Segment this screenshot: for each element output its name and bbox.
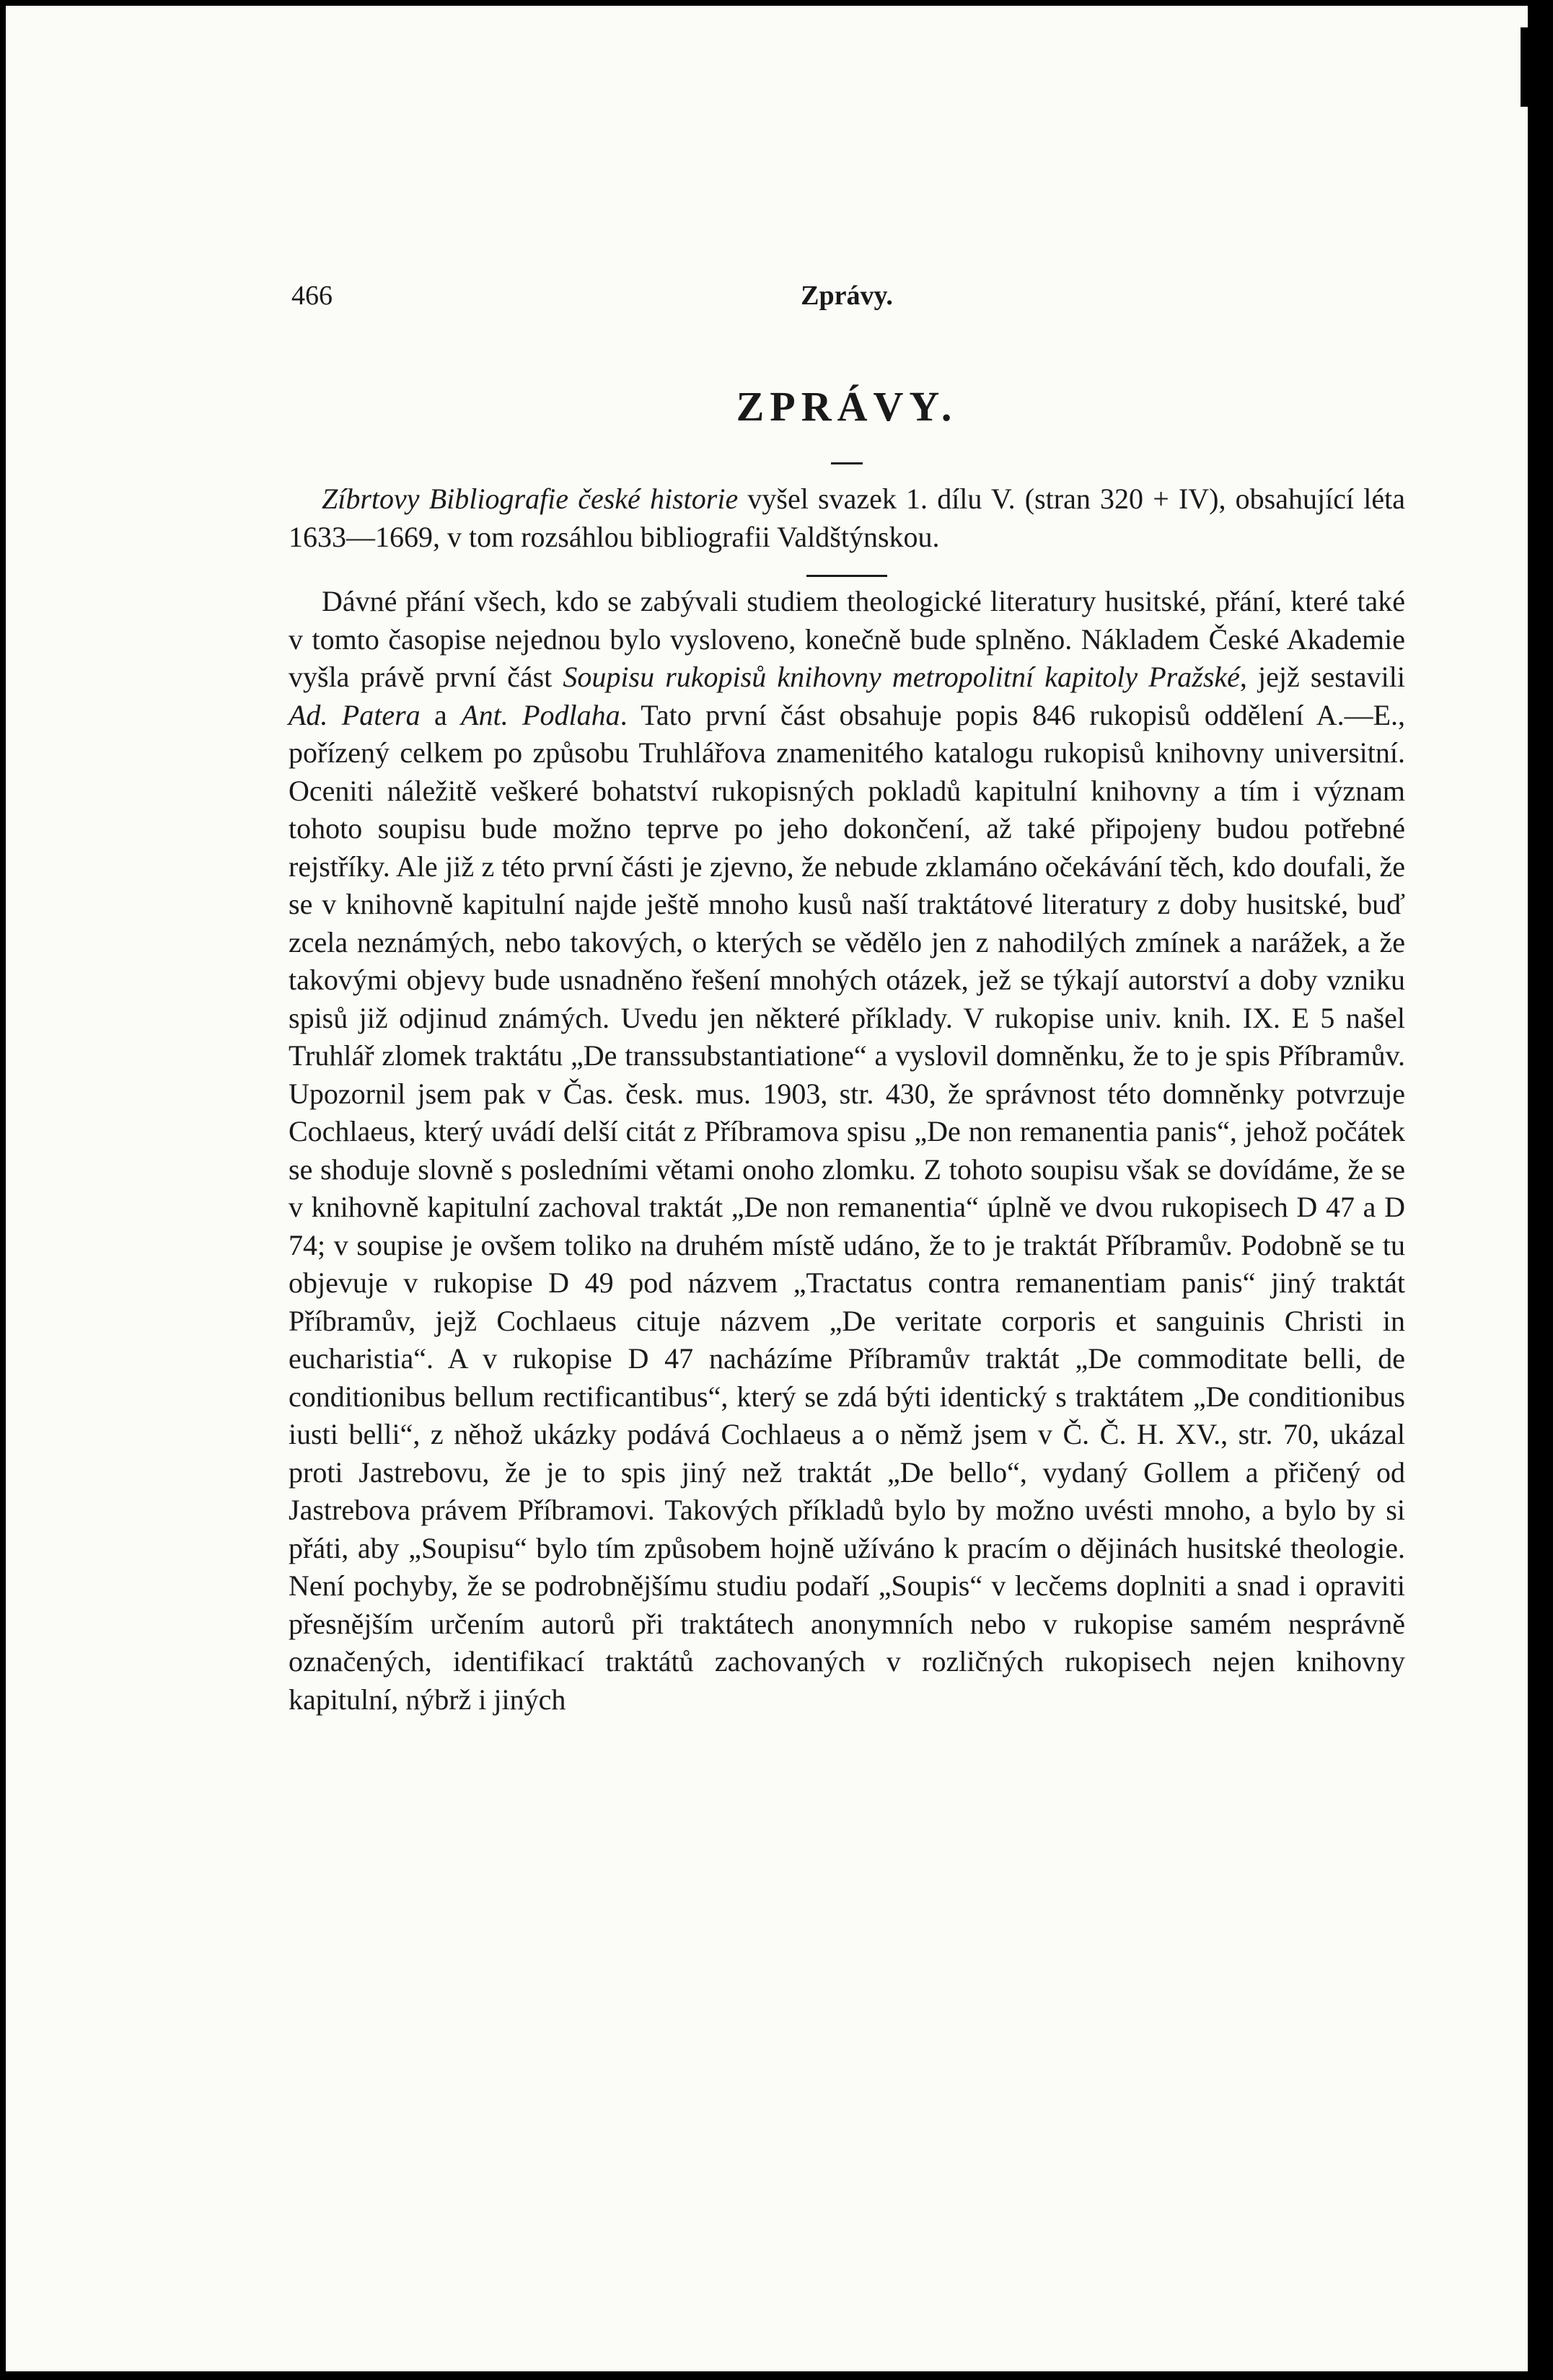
notice-2-author-2: Ant. Podlaha — [461, 698, 620, 731]
notice-2-work-title: Soupisu rukopisů knihovny metropolitní kapitoly Pražské — [563, 661, 1240, 693]
notice-1-work-title: Zíbrtovy Bibliografie české historie — [322, 482, 739, 515]
notice-2-author-1: Ad. Patera — [289, 698, 421, 731]
notice-manuscripts — [289, 583, 1405, 1719]
section-title: ZPRÁVY. — [736, 383, 958, 430]
heading-rule — [831, 462, 863, 464]
separator-rule — [806, 575, 887, 577]
notice-2-body: . Tato první část obsahuje popis 846 rukopisů oddělení A.—E., pořízený celkem po způsobu Truhlářova znamenitého katalogu rukopisů knihovny universitní. Oceniti náležitě veškeré bohatství rukopisných pokladů kapitulní knihovny a tím i význam tohoto soupisu bude možno teprve po jeho dokončení, až také připojeny budou potřebné rejstříky. Ale již z této první části je zjevno, že nebude zklamáno očekávání těch, kdo doufali, že se v knihovně kapitulní najde ještě mnoho kusů naší traktátové literatury z doby husitské, buď zcela neznámých, nebo takových, o kterých se vědělo jen z nahodilých zmínek a narážek, a že takovými objevy bude usnadněno řešení mnohých otázek, jež se týkají autorství a doby vzniku spisů již odjinud známých. Uvedu jen některé příklady. V rukopise univ. knih. IX. E 5 našel Truhlář zlomek traktátu „De transsubstantiatione“ a vyslovil domněnku, že to je spis Příbramův. Upozornil jsem pak v Čas. česk. mus. 1903, str. 430, že správnost této domněnky potvrzuje Cochlaeus, který uvádí delší citát z Příbramova spisu „De non remanentia panis“, jehož počátek se shoduje slovně s posledními větami onoho zlomku. Z tohoto soupisu však se dovídáme, že se v knihovně kapitulní zachoval traktát „De non remanentia“ úplně ve dvou rukopisech D 47 a D 74; v soupise je ovšem toliko na druhém místě udáno, že to je traktát Příbramův. Podobně se tu objevuje v rukopise D 49 pod názvem „Tractatus contra remanentiam panis“ jiný traktát Příbramův, jejž Cochlaeus cituje názvem „De veritate corporis et sanguinis Christi in eucharistia“. A v rukopise D 47 nacházíme Příbramův traktát „De commoditate belli, de conditionibus bellum rectificantibus“, který se zdá býti identický s traktátem „De conditionibus iusti belli“, z něhož ukázky podává Cochlaeus a o němž jsem v Č. Č. H. XV., str. 70, ukázal proti Jastrebovu, že je to spis jiný než traktát „De bello“, vydaný Gollem a přičený od Jastrebova právem Příbramovi. Takových příkladů bylo by možno uvésti mnoho, a bylo by si přáti, aby „Soupisu“ bylo tím způsobem hojně užíváno k pracím o dějinách husitské theologie. Není pochyby, že se podrobnějšímu studiu podaří „Soupis“ v lecčems doplniti a snad i opraviti přesnějším určením autorů při traktátech anonymních nebo v rukopise samém nesprávně označených, identifikací traktátů zachovaných v rozličných rukopisech nejen knihovny kapitulní, nýbrž i jiných — [289, 698, 1406, 1716]
running-head — [289, 280, 1405, 323]
notice-2-intro: Dávné přání všech, kdo se zabývali studiem theologické literatury husitské, přání, které také v tomto časopise nejednou bylo vysloveno, konečně bude splněno. Nákladem České Akademie vyšla právě první část — [289, 585, 1405, 693]
notice-bibliography — [289, 480, 1405, 556]
notice-2-text-a: , jejž sestavili — [1239, 661, 1405, 693]
page-content — [289, 280, 1405, 1719]
running-title: Zprávy. — [801, 281, 893, 311]
page-sheet — [6, 6, 1528, 2371]
scan-edge-mark — [1521, 27, 1531, 107]
notice-1-text: vyšel svazek 1. dílu V. (stran 320 + IV), obsahující léta 1633—1669, v tom rozsáhlou bibliografii Valdštýnskou. — [289, 482, 1405, 553]
notice-2-text-b: a — [420, 698, 462, 731]
page-number: 466 — [291, 281, 333, 311]
